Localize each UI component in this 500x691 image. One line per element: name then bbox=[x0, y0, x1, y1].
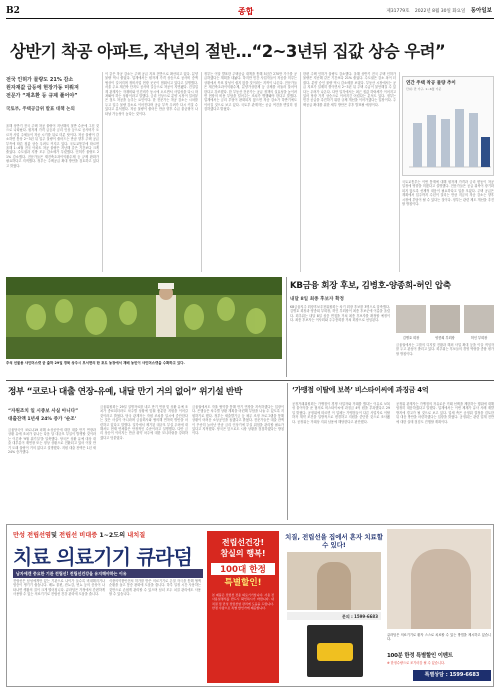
portrait-label: 김병호 회장 bbox=[402, 336, 420, 340]
kb-headline: KB금융 회장 후보, 김병호-양종희-허인 압축 bbox=[290, 281, 451, 291]
chart-bar bbox=[481, 137, 490, 167]
issue-date: 2022년 8월 30일 화요일 bbox=[414, 9, 466, 14]
chart-bar bbox=[469, 113, 478, 167]
ad-mid-title: 치질, 전립선을 집에서 혼자 치료할 수 있다! bbox=[285, 533, 383, 549]
lead-body-col5: 국토교통부는 이번 통계에 대해 원자재 가격과 금리 변동이 착공 일정에 영향을 미쳤다고 설명했다. 전문가들은 공급 위축이 장기화되지 않도록 선제적 대응이 필요하다고 입을 모았다. 주택 공급은 계획에서 입주까지 수년이 걸리는 만큼 지금의 착공 감소는 향후 시장에 부담이 될 수 있다는 것이다. 정부는 관련 제도 개선을 추진할 방침이다. bbox=[402, 180, 494, 207]
photo-caption bbox=[6, 361, 282, 375]
bigtech-headline: ‘가맹점 이탈에 보복’ 비스타이씨에 과징금 4억 bbox=[292, 386, 429, 394]
portrait-label: 허인 부회장 bbox=[470, 336, 488, 340]
ad-promo-body: 본 제품은 전립선 전용 의료기기입니다. 사용 전 사용설명서를 반드시 확인하시기 바랍니다. 내치질 및 만성 전립선염 관리에 도움을 드립니다. 한정 수량으로 특별 할인가에 제공합니다. bbox=[212, 593, 274, 611]
ad-topline-c: 전립선 비대증 bbox=[59, 532, 98, 539]
ad-mid-photo-figure bbox=[317, 562, 351, 610]
lead-headline: 상반기 착공 아파트, 작년의 절반…“2~3년뒤 집값 상승 우려” bbox=[10, 42, 446, 61]
col-divider bbox=[102, 72, 103, 272]
ad-right-phone: 특별상담 : 1599-6683 bbox=[413, 670, 491, 681]
chart-bar bbox=[413, 123, 422, 167]
ad-right-event-sub: ※ 한정수량으로 조기마감 될 수 있습니다. bbox=[387, 661, 446, 665]
col-divider bbox=[399, 72, 400, 272]
ad-body-1: 전립선은 남성에게만 있는 기관으로 나이가 들수록 비대해지거나 염증이 생기기 쉽습니다. 배뇨 불편, 잔뇨감, 빈뇨 등의 증상이 나타나면 생활의 질이 크게 떨어집니다. 큐라덤은 가정에서 간편하게 사용할 수 있는 의료기기로 전립선 건강 관리에 도움을 줍니다. bbox=[13, 579, 105, 597]
ad-product-device bbox=[317, 643, 353, 661]
ad-title: 치료 의료기기 큐라덤 bbox=[13, 545, 193, 569]
col-divider bbox=[287, 383, 288, 520]
issue-number: 제31779호 bbox=[386, 9, 410, 14]
lead-subhead: 전국 인허가 물량도 21% 감소 bbox=[6, 77, 74, 83]
kb-portraits bbox=[396, 305, 494, 341]
policy-subheads bbox=[8, 408, 100, 424]
col-divider bbox=[286, 277, 287, 377]
lead-body-col3: 정부는 이달 발표한 주택공급 대책을 통해 5년간 270만 가구를 공급하겠다는 계획을 내놨다. 하지만 민간 사업자들이 착공을 미루는 상황에서 목표 달성이 쉽지 않을 것이라는 지적이 나온다. 전문가들은 재건축초과이익환수제, 분양가상한제 등 규제를 서둘러 풀어야 한다고 강조했다. 한 부동산 전문가는 공급 정책의 실효성을 높이려면 현장의 비용 부담을 덜어주는 조치가 병행돼야 한다고 말했다. 업계에서는 금리 부담이 완화되지 않으면 착공 감소가 하반기에도 이어질 것으로 보고 있다. 국토부 관계자는 공급 여건을 면밀히 점검하겠다고 밝혔다. bbox=[204, 72, 297, 112]
ad-promo-2: 참실의 행복! bbox=[220, 549, 266, 558]
lead-subheads bbox=[6, 76, 98, 112]
ad-right-photo bbox=[387, 529, 491, 629]
col-divider bbox=[201, 72, 202, 272]
kb-body-2: 금융권에서는 그룹의 디지털 전환과 해외 사업 확대 등을 이끌 적임자를 두고 관심이 쏠리고 있다. 회추위는 후보들의 경영 역량을 종합 평가할 방침이다. bbox=[396, 343, 494, 356]
ad-promo-1: 전립선건강! bbox=[221, 538, 265, 547]
kb-body-1: KB금융지주 회장후보추천위원회는 차기 회장 후보를 3명으로 압축했다. 김병호 회장과 양종희 부회장, 허인 부회장이 최종 후보군에 이름을 올렸다. 회추위는 내달 8일 심층 면접을 거쳐 최종 후보자를 확정할 예정이다. 최종 후보자는 이사회와 주주총회를 거쳐 회장으로 선임된다. bbox=[290, 305, 390, 323]
ad-promo-3: 100대 한정 bbox=[211, 563, 275, 575]
portrait bbox=[464, 305, 494, 333]
chart-note: 단위: 만 가구, 1∼6월 기준 bbox=[406, 87, 442, 91]
lead-subhead: 원자재값 급등에 현장가동 미뤄져 bbox=[6, 85, 79, 91]
ad-topline-a: 만성 전립선염 bbox=[13, 532, 52, 539]
policy-body-1: 금융당국이 코로나19 피해 소상공인에 대한 대출 만기 연장과 상환 유예 조치가 끝나는 다음 달 대규모 부실이 발생할 것이라는 이른바 ‘9월 위기설’을 일축했다. 당국은 상환 유예 대상 대출 대부분이 재연장 또는 정상 상환으로 전환되고 있어 이달 만기 도래 물량이 거의 없다고 설명했다. 지원 대출 잔액은 1년 새 24% 증가했다. bbox=[8, 428, 96, 455]
ad-right-text: 큐라덤은 의료기기로 환자 스스로 치료할 수 있는 방법을 제시하고 있습니다. bbox=[387, 633, 491, 642]
header-rule bbox=[6, 18, 494, 19]
ad-body-2: 식품의약품안전처 허가를 받은 의료기기로 온열 자극을 통해 혈액순환을 돕고 통증 완화에 도움을 줍니다. 하루 일정 시간 사용하는 것만으로 손쉽게 관리할 수 있으며 남녀 모두 치질 관리에도 사용할 수 있습니다. bbox=[109, 579, 201, 597]
issue-info bbox=[386, 6, 492, 14]
chart-bars bbox=[403, 93, 495, 177]
policy-headline: 정부 “코로나 대출 연장-유예, 내달 만기 거의 없어” 위기설 반박 bbox=[8, 387, 243, 397]
ad-right-event: 100분 한정 특별할인 이벤트 bbox=[387, 653, 453, 659]
paper-name: 동아일보 bbox=[470, 8, 492, 14]
kb-subhead: 내달 8일 최종 후보자 확정 bbox=[290, 297, 344, 302]
bigtech-body-2: 공정위 관계자는 가맹점의 자유로운 거래 선택을 제한하는 행위에 대해 엄정히 대응하겠다고 말했다. 업계에서는 이번 제재가 유사 사례 재발 방지에 경고가 될 것으로 보고 있다. 업체 측은 공정위 결정을 검토한 뒤 대응 방안을 마련하겠다는 입장을 밝혔다. 공정위는 관련 업계 전반에 대한 실태 점검도 진행할 계획이다. bbox=[396, 402, 494, 424]
vineyard-image bbox=[6, 277, 282, 359]
photo-caption-text: 추석 선물용 샤인머스캣 굳 출하 29일 경북 상주시 모서면의 한 포도 농장에서 재배 농민이 샤인머스캣을 수확하고 있다. bbox=[6, 361, 185, 365]
portrait bbox=[396, 305, 426, 333]
policy-body-3: 금융권에서도 자율 협약을 통해 만기 연장을 지속하겠다는 입장이다. 은행들은 차주별 상환 계획을 마련해 부담을 나눌 수 있도록 지원하기로 했다. 정부는 새출발기금 등 채무 조정 프로그램을 통해 상환이 어려운 소상공인을 돕겠다고 밝혔다. 전문가들은 대출 잔액이 꾸준히 늘어난 만큼 금리 인상기에 부실 위험을 관리할 필요가 있다고 지적했다. 당국은 앞으로도 시장 상황을 점검하겠다는 방침이다. bbox=[192, 405, 284, 436]
ad-mid-phone-bar bbox=[287, 612, 381, 620]
section-name: 종합 bbox=[238, 7, 254, 16]
page-number: B2 bbox=[6, 6, 20, 16]
lead-body-col4: 한편 주택 인허가 물량도 감소했다. 올해 상반기 전국 주택 인허가 물량은 지난해 같은 기간보다 21% 줄었다. 수도권은 감소 폭이 더 컸다. 분양 승인 물량 역시 감소세를 보였다. 부동산 시장에서는 공급 지표가 일제히 꺾이면서 2~3년 뒤 주택 수급이 불안해질 수 있다는 우려가 나온다. 다만 일각에서는 최근 집값 하락세가 이어지고 있어 당장 가격 상승으로 이어지긴 어렵다는 분석도 있다. 정부는 민간 공급을 촉진하기 위한 규제 개선을 이어가겠다는 입장이다. 주택공급 확대를 위한 세부 방안은 추후 발표될 예정이다. bbox=[303, 72, 396, 107]
portrait-label: 양종희 부회장 bbox=[435, 336, 455, 340]
ad-topline-b: 및 bbox=[51, 532, 60, 539]
col-divider bbox=[300, 72, 301, 272]
chart-bar bbox=[455, 109, 464, 167]
ad-mid-photo bbox=[287, 552, 381, 610]
ad-mid-phone: 문의 : 1599-6683 bbox=[341, 613, 378, 619]
chart-bar bbox=[427, 115, 436, 167]
portrait bbox=[430, 305, 460, 333]
advertisement bbox=[6, 524, 494, 687]
lead-subhead: 전문가 “재초환 등 규제 풀어야” bbox=[6, 93, 78, 99]
ad-product-box bbox=[307, 625, 363, 677]
lead-body-col1: 올해 상반기 전국 주택 착공 물량이 지난해의 절반 수준에 그친 것으로 나타났다. 원자재 가격 급등과 금리 인상 등으로 공사비가 오르자 사업 주체들이 착공 시기를 뒤로 미룬 탓이다. 착공 물량이 감소하면 통상 2~3년 뒤 입주 물량이 줄어드는 만큼 향후 주택 공급 부족에 따른 집값 상승 우려도 커지고 있다. 국토교통부에 따르면 올해 1∼6월 전국 아파트 착공 물량은 지난해 같은 기간보다 크게 줄었다. 수도권과 지방 모두 감소세가 뚜렷했다. 인허가 물량도 21% 감소했다. 전문가들은 재건축초과이익환수제 등 규제 완화가 필요하다고 지적했다. 정부는 주택공급 확대 방안을 검토하고 있다고 밝혔다. bbox=[6, 124, 99, 168]
ad-subtitle: 남자에겐 중요한 기관 전립선! 전립선건강을 유지해야하는 이유 bbox=[13, 569, 203, 578]
chart-title: 연간 주택 착공 물량 추이 bbox=[406, 81, 456, 86]
policy-subhead: 대출잔액 1년새 24% 증가 ‘순조’ bbox=[8, 417, 77, 422]
ad-topline-d: 1~2도의 bbox=[97, 532, 128, 539]
bigtech-body-1: 공정거래위원회는 가맹점이 경쟁 사업자와 거래를 했다는 이유로 보복성 불이익을 준 혐의로 비스타이씨에 과징금 4억 원을 부과했다고 29일 밝혔다. 공정위에 따르면 이 업체는 가맹점들이 다른 사업자로 이탈하자 계약 조건을 일방적으로 변경하고 지원을 중단한 것으로 조사됐다. 공정위는 거래상 지위 남용에 해당한다고 판단했다. bbox=[292, 402, 390, 424]
ad-promo-box bbox=[207, 531, 279, 683]
ad-promo-4: 특별할인! bbox=[224, 578, 262, 588]
chart-bar bbox=[441, 119, 450, 167]
lead-body-col2: 이 같은 착공 감소는 주택 공급 지표 전반으로 확산되고 있다. 분양 물량 역시 줄었다. 업계에서는 원자재 가격 상승으로 공사비 증액 협상이 길어지며 정비사업 현장 곳곳이 멈춰서고 있다고 설명했다. 서울 주요 재건축 단지도 공사비 갈등으로 착공이 지연됐다. 건설업계 관계자는 자재비와 인건비가 동시에 오르면서 사업성을 다시 따져봐야 하는 상황이라고 말했다. 금리 인상으로 분양 시장이 얼어붙은 점도 착공을 늦추는 요인이다. 한 전문가는 착공 감소는 시차를 두고 입주 물량 감소로 이어진다며 공급 부족 우려가 다시 커질 수 있다고 분석했다. 착공 물량이 줄어든 만큼 향후 수급 불균형이 나타날 가능성이 높다는 것이다. bbox=[105, 72, 198, 116]
ad-topline-e: 내치질 bbox=[127, 532, 146, 539]
housing-chart bbox=[402, 76, 494, 176]
lead-lede: 국토부, 주택공급위 발표 대책 논의 bbox=[6, 107, 75, 112]
ad-right-couple bbox=[411, 549, 471, 629]
section-rule bbox=[6, 380, 494, 381]
policy-body-2: 금융위원회는 29일 설명자료를 내고 만기 연장 및 상환 유예 조치가 종료되더라도 차주별 상황에 맞춰 충분한 지원을 이어갈 것이라고 밝혔다. 당국 관계자는 자원 조치를 일시에 중단한다는 것은 사실이 아니라며 금융회사와 협의해 연착륙 방안을 마련하고 있다고 말했다. 일각에서 제기된 대규모 부실 우려에 대해서도 현재 연체율은 안정적인 수준이라고 설명했다. 다만 금리 상승이 이어지는 만큼 취약 차주에 대한 모니터링을 강화하겠다고 덧붙였다. bbox=[100, 405, 188, 440]
policy-subhead: “자원조치 일 시중보 사실 아니다” bbox=[8, 409, 79, 414]
